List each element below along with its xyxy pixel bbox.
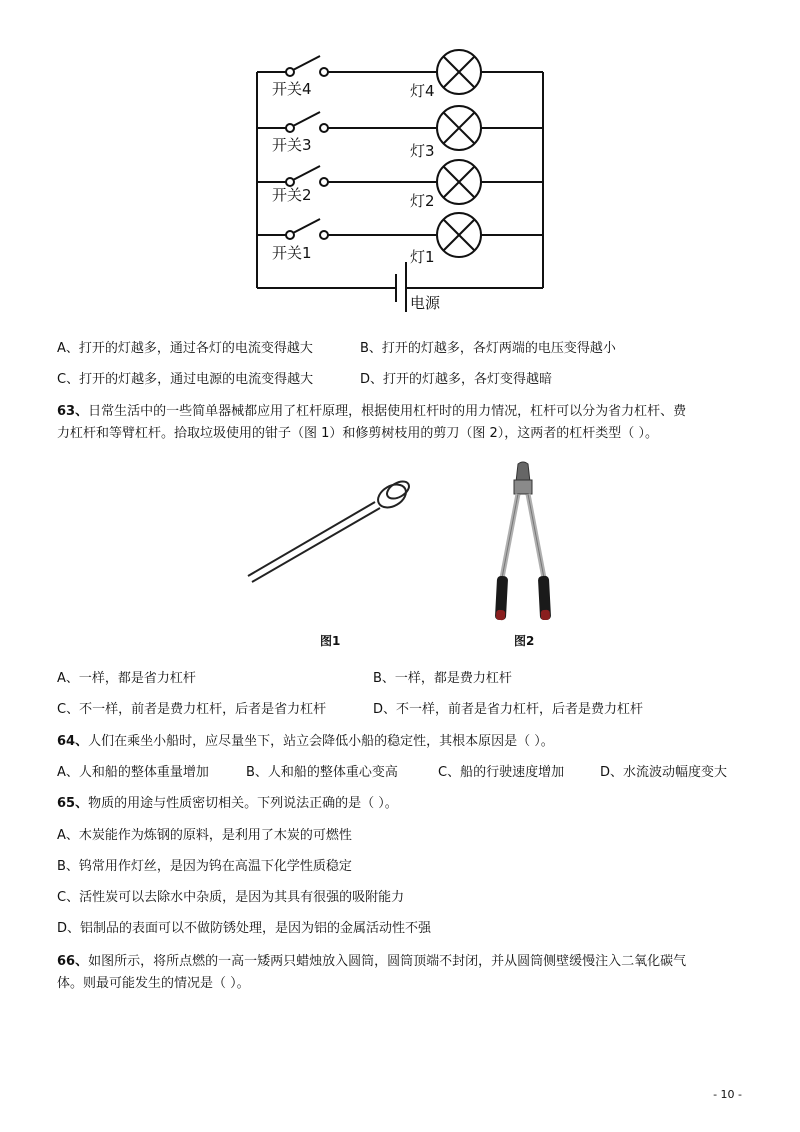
- q64-option-b: B、人和船的整体重心变高: [246, 765, 398, 780]
- switch-label-4: 开关4: [272, 80, 312, 98]
- power-source-label: 电源: [410, 294, 441, 312]
- q62-option-d: D、打开的灯越多，各灯变得越暗: [360, 372, 553, 387]
- q65-option-b: B、钨常用作灯丝，是因为钨在高温下化学性质稳定: [57, 859, 352, 874]
- switch-4-blade: [293, 56, 320, 70]
- q62-option-b: B、打开的灯越多，各灯两端的电压变得越小: [360, 341, 616, 356]
- q65-stem: 65、物质的用途与性质密切相关。下列说法正确的是（ ）。: [57, 796, 398, 811]
- q63-option-c: C、不一样，前者是费力杠杆，后者是省力杠杆: [57, 702, 327, 717]
- q64-option-c: C、船的行驶速度增加: [438, 765, 565, 780]
- tongs-figure: [240, 472, 415, 587]
- figure-1-caption: 图1: [320, 634, 341, 648]
- bolt-cutter-figure: [488, 460, 558, 625]
- q62-option-a: A、打开的灯越多，通过各灯的电流变得越大: [57, 341, 313, 356]
- switch-2-contact-right: [320, 178, 328, 186]
- q63-stem-line2: 力杠杆和等臂杠杆。拾取垃圾使用的钳子（图 1）和修剪树枝用的剪刀（图 2），这两者的杠杆类型（ ）。: [57, 426, 658, 441]
- switch-2-blade: [293, 166, 320, 180]
- q65-number: 65、: [57, 796, 89, 811]
- parallel-circuit-diagram: [250, 40, 550, 315]
- page-number: - 10 -: [713, 1088, 742, 1101]
- switch-label-1: 开关1: [272, 244, 312, 262]
- q66-stem-line1: 66、如图所示，将所点燃的一高一矮两只蜡烛放入圆筒，圆筒顶端不封闭，并从圆筒侧壁缓慢注入二氧化碳气: [57, 954, 687, 969]
- q63-number: 63、: [57, 404, 89, 419]
- lamp-label-4: 灯4: [410, 82, 435, 100]
- q64-option-d: D、水流波动幅度变大: [600, 765, 728, 780]
- q64-stem: 64、人们在乘坐小船时，应尽量坐下，站立会降低小船的稳定性，其根本原因是（ ）。: [57, 734, 554, 749]
- switch-1-contact-right: [320, 231, 328, 239]
- q63-stem-line1: 63、日常生活中的一些简单器械都应用了杠杆原理，根据使用杠杆时的用力情况，杠杆可以分为省力杠杆、费: [57, 404, 687, 419]
- q65-option-a: A、木炭能作为炼钢的原料，是利用了木炭的可燃性: [57, 828, 352, 843]
- q66-stem-line2: 体。则最可能发生的情况是（ ）。: [57, 976, 250, 991]
- lamp-label-3: 灯3: [410, 142, 435, 160]
- q64-option-a: A、人和船的整体重量增加: [57, 765, 209, 780]
- q63-option-a: A、一样，都是省力杠杆: [57, 671, 196, 686]
- lamp-label-1: 灯1: [410, 248, 435, 266]
- switch-3-contact-right: [320, 124, 328, 132]
- q63-option-b: B、一样，都是费力杠杆: [373, 671, 512, 686]
- switch-3-blade: [293, 112, 320, 126]
- lamp-label-2: 灯2: [410, 192, 435, 210]
- q65-option-c: C、活性炭可以去除水中杂质，是因为其具有很强的吸附能力: [57, 890, 405, 905]
- q65-option-d: D、铝制品的表面可以不做防锈处理，是因为铝的金属活动性不强: [57, 921, 432, 936]
- switch-1-blade: [293, 219, 320, 233]
- q62-option-c: C、打开的灯越多，通过电源的电流变得越大: [57, 372, 314, 387]
- figure-2-caption: 图2: [514, 634, 535, 648]
- q63-option-d: D、不一样，前者是省力杠杆，后者是费力杠杆: [373, 702, 644, 717]
- switch-4-contact-right: [320, 68, 328, 76]
- switch-label-2: 开关2: [272, 186, 312, 204]
- q66-number: 66、: [57, 954, 89, 969]
- switch-label-3: 开关3: [272, 136, 312, 154]
- q64-number: 64、: [57, 734, 89, 749]
